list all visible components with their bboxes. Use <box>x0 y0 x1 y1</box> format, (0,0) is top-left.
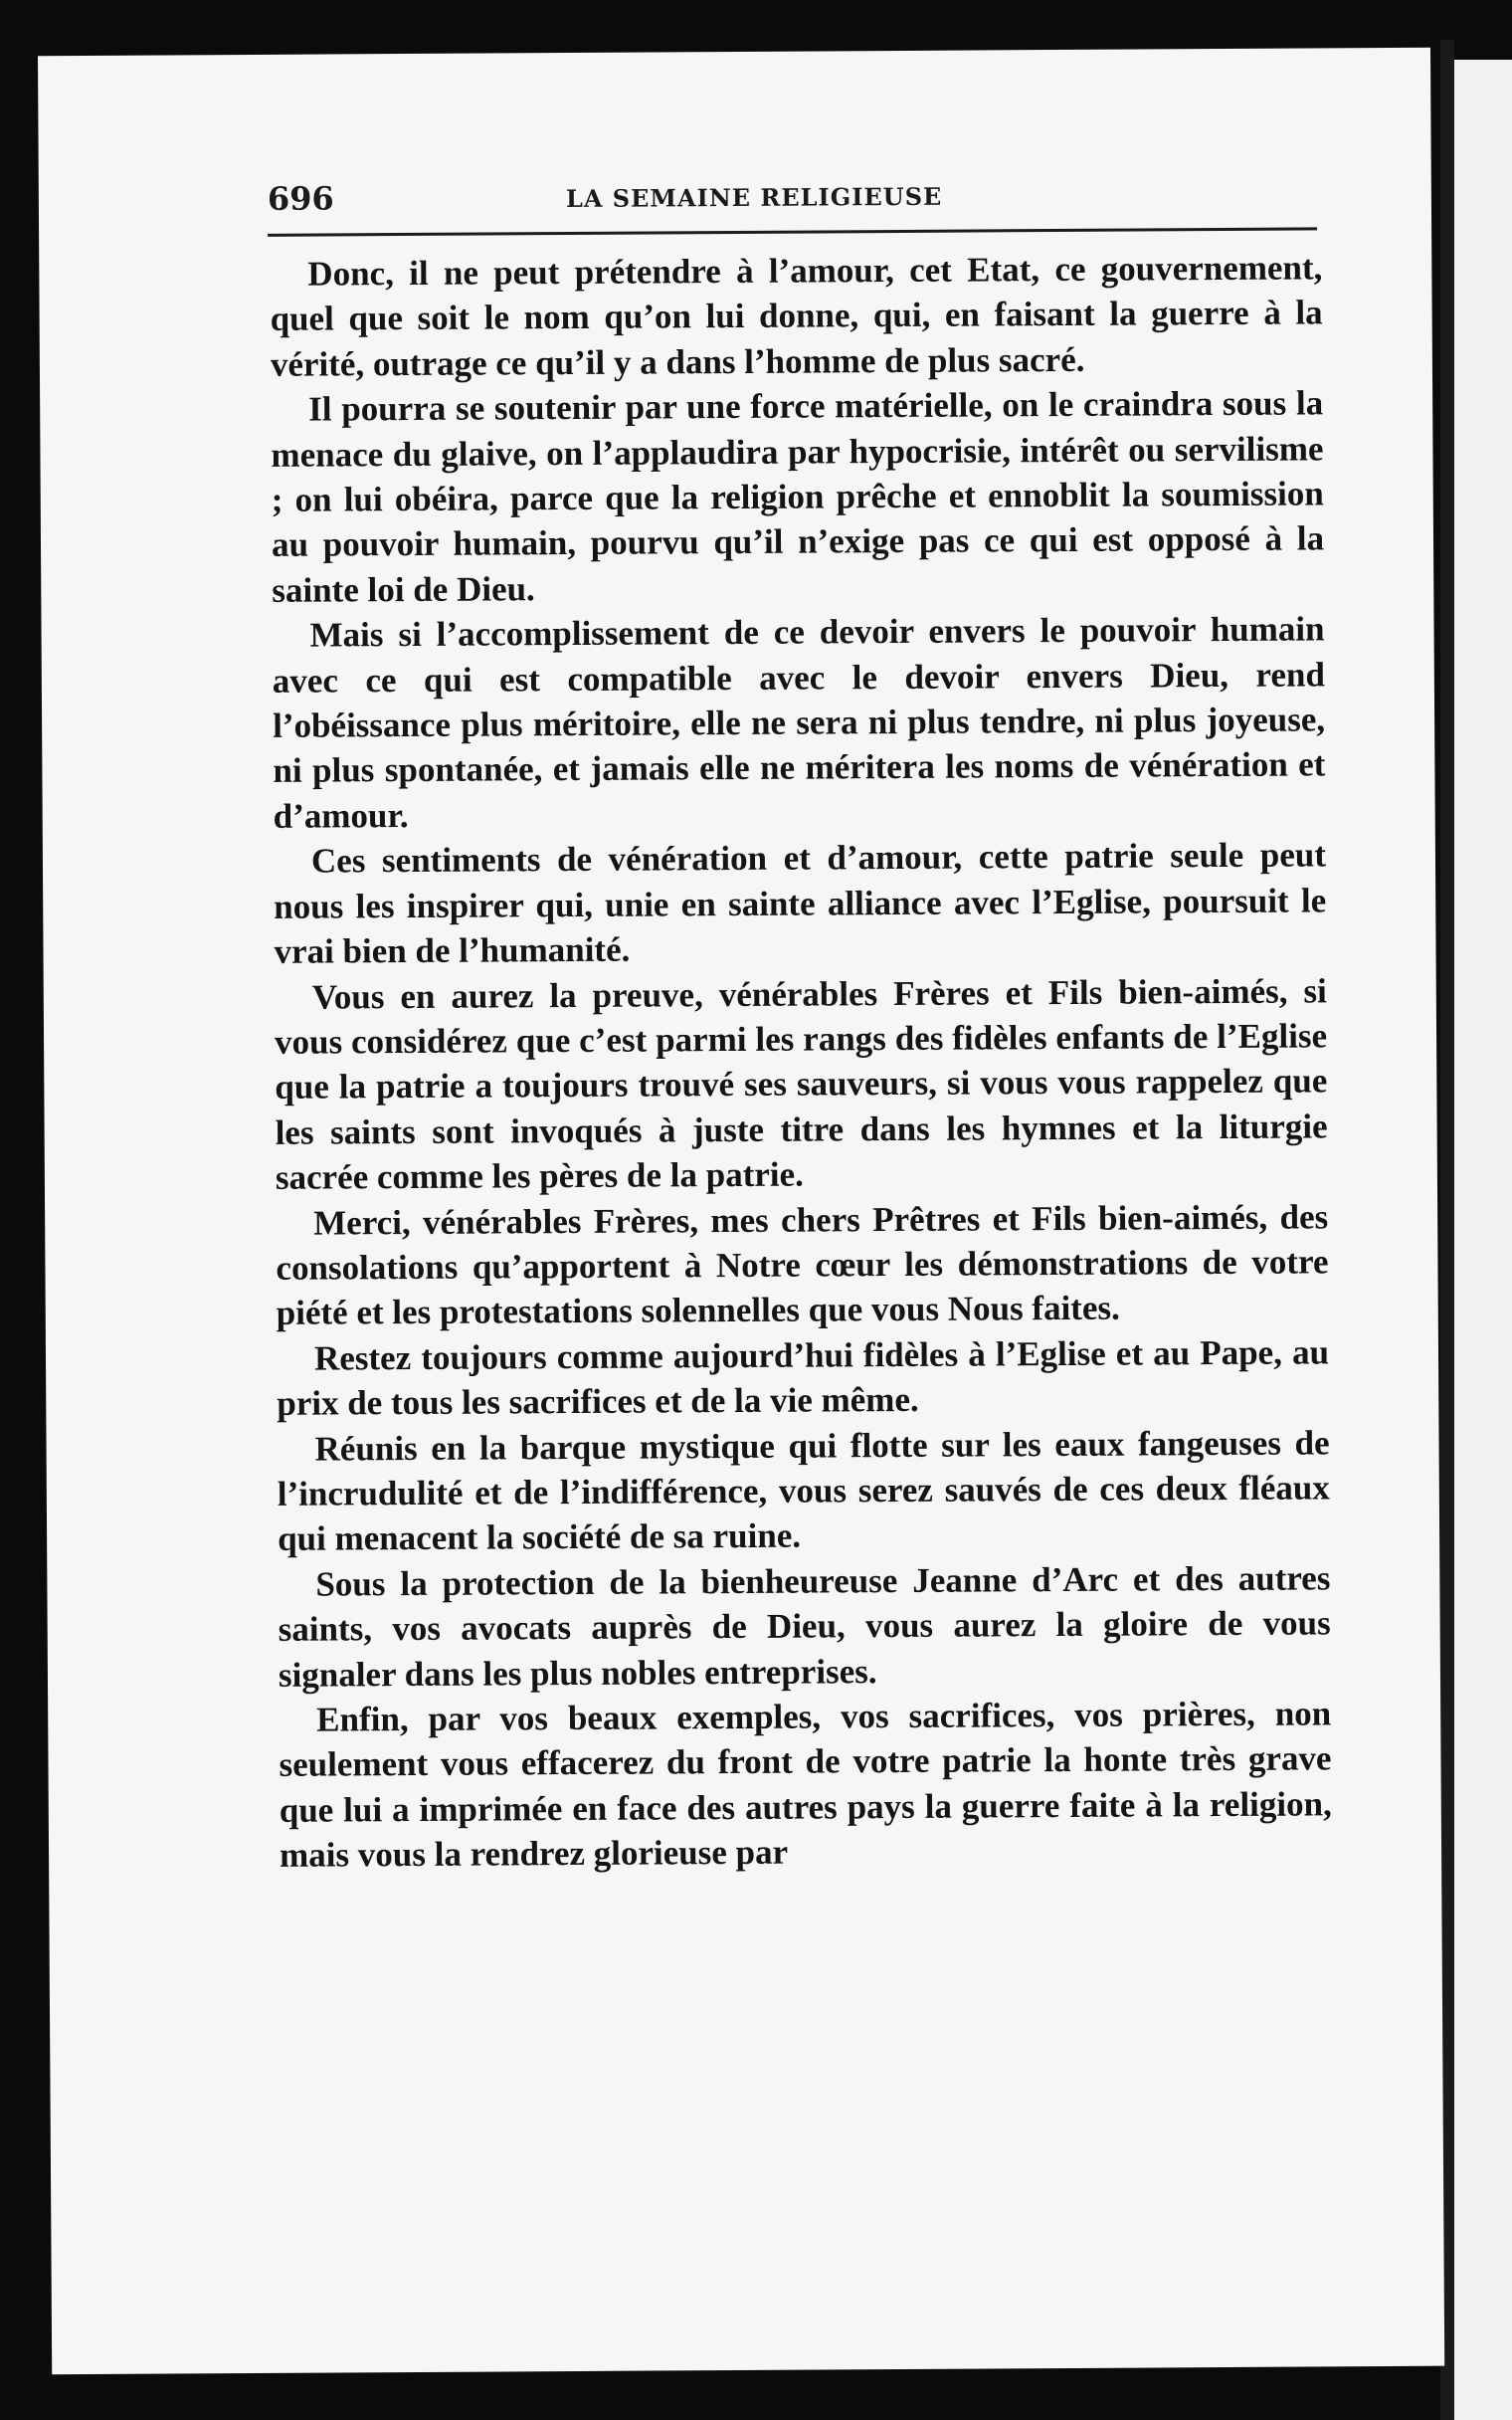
paragraph-10: Enfin, par vos beaux exemples, vos sacrifices, vos prières, non seulement vous effacerez du front de votre patrie la honte très grave que lui a imprimée en face des autres pays la guerre faite à la religion, mais vous la rendrez glorieuse par <box>279 1694 1332 1876</box>
adjacent-page-edge <box>1454 60 1512 2420</box>
page-number: 696 <box>267 179 334 218</box>
running-title: LA SEMAINE RELIGIEUSE <box>565 181 943 214</box>
page-header <box>268 167 1317 236</box>
paragraph-1: Donc, il ne peut prétendre à l’amour, cet Etat, ce gouvernement, quel que soit le nom qu’on lui donne, qui, en faisant la guerre à la vérité, outrage ce qu’il y a dans l’homme de plus sacré. <box>270 248 1323 384</box>
paragraph-9: Sous la protection de la bienheureuse Jeanne d’Arc et des autres saints, vos avocats auprès de Dieu, vous aurez la gloire de vous signaler dans les plus nobles entreprises. <box>278 1558 1331 1695</box>
paragraph-4: Ces sentiments de vénération et d’amour, cette patrie seule peut nous les inspirer qui, unie en sainte alliance avec l’Eglise, poursuit le vrai bien de l’humanité. <box>274 835 1327 971</box>
book-page <box>38 48 1444 2375</box>
paragraph-2: Il pourra se soutenir par une force matérielle, on le craindra sous la menace du glaive, on l’applaudira par hypocrisie, intérêt ou servilisme ; on lui obéira, parce que la religion prêche et ennoblit la soumission au pouvoir humain, pourvu qu’il n’exige pas ce qui est opposé à la sainte loi de Dieu. <box>271 383 1325 610</box>
body-text <box>270 245 1332 1878</box>
paragraph-6: Merci, vénérables Frères, mes chers Prêtres et Fils bien-aimés, des consolations qu’apportent à Notre cœur les démonstrations de votre piété et les protestations solennelles que vous Nous faites. <box>276 1196 1329 1333</box>
paragraph-8: Réunis en la barque mystique qui flotte sur les eaux fangeuses de l’incrudulité et de l’indifférence, vous serez sauvés de ces deux fléaux qui menacent la société de sa ruine. <box>277 1422 1330 1559</box>
paragraph-7: Restez toujours comme aujourd’hui fidèles à l’Eglise et au Pape, au prix de tous les sacrifices et de la vie même. <box>277 1332 1330 1423</box>
paragraph-5: Vous en aurez la preuve, vénérables Frères et Fils bien-aimés, si vous considérez que c’est parmi les rangs des fidèles enfants de l’Eglise que la patrie a toujours trouvé ses sauveurs, si vous vous rappelez que les saints sont invoqués à juste titre dans les hymnes et la liturgie sacrée comme les pères de la patrie. <box>274 970 1328 1197</box>
paragraph-3: Mais si l’accomplissement de ce devoir envers le pouvoir humain avec ce qui est compatible avec le devoir envers Dieu, rend l’obéissance plus méritoire, elle ne sera ni plus tendre, ni plus joyeuse, ni plus spontanée, et jamais elle ne méritera les noms de vénération et d’amour. <box>272 609 1326 836</box>
